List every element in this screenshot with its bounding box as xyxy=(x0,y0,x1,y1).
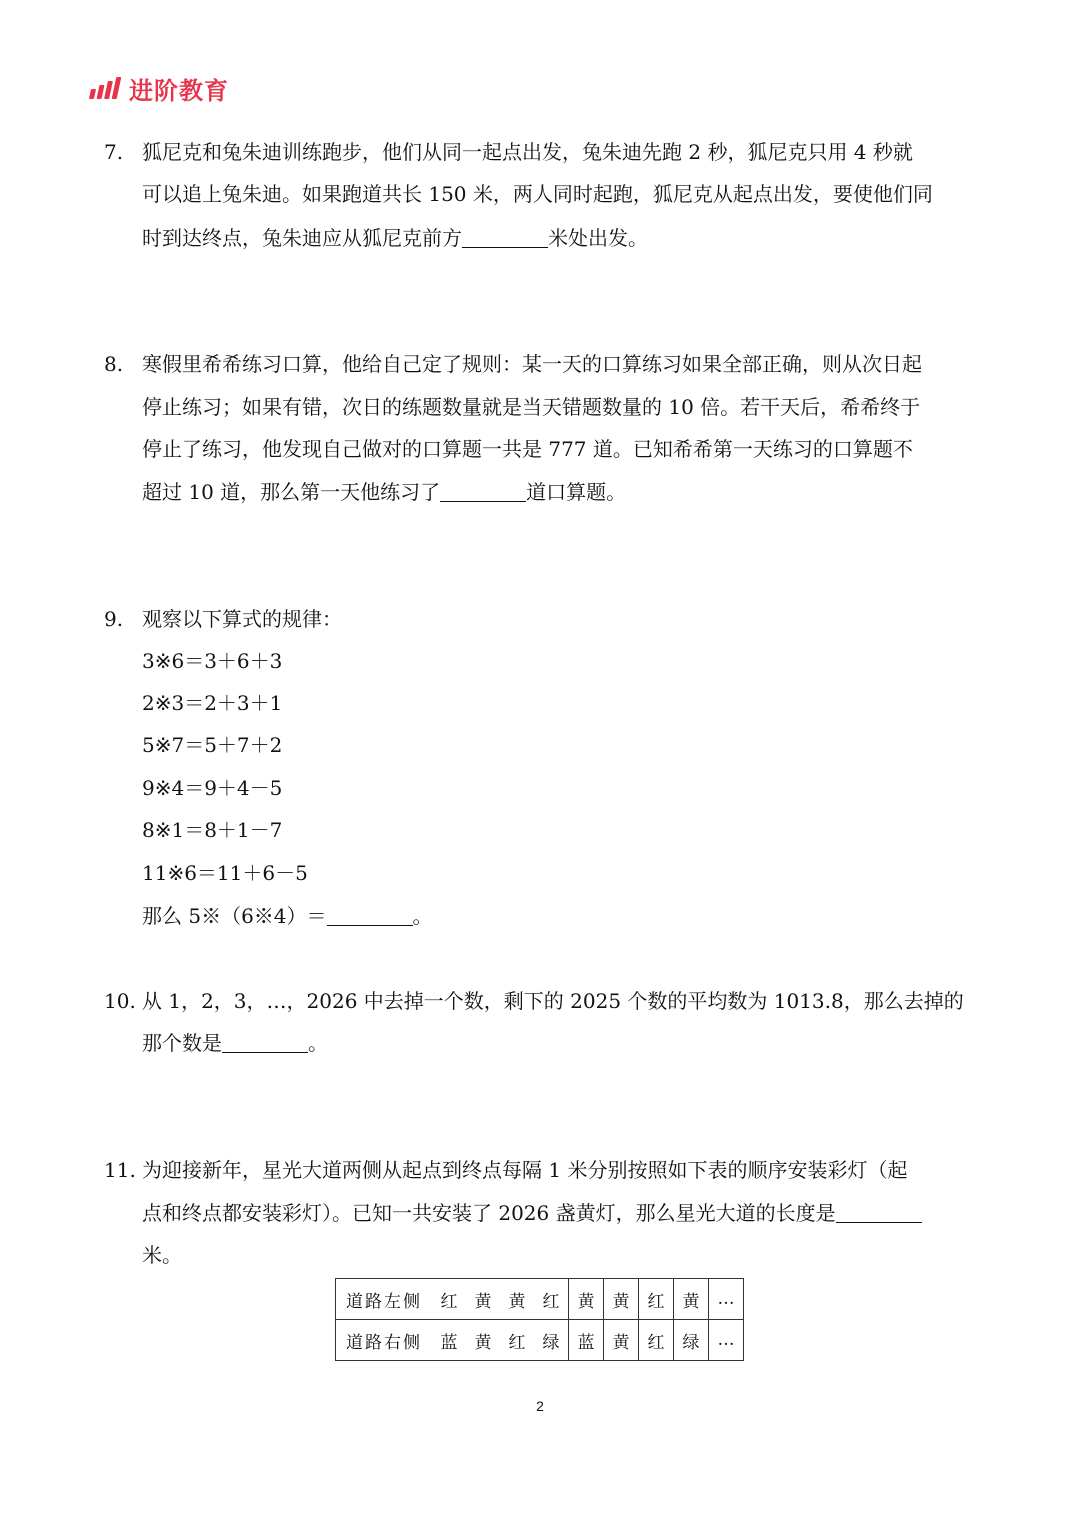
row-label: 道路左侧 xyxy=(336,1279,433,1320)
question-number: 11. xyxy=(104,1158,136,1182)
table-cell: 绿 xyxy=(674,1320,709,1361)
answer-blank[interactable] xyxy=(440,481,526,502)
table-cell: 黄 xyxy=(466,1320,500,1361)
question-text-line: 可以追上兔朱迪。如果跑道共长 150 米，两人同时起跑，狐尼克从起点出发，要使他们同 xyxy=(142,182,933,206)
logo-bars-icon xyxy=(90,77,119,99)
logo-text: 进阶教育 xyxy=(129,76,229,105)
formula-line: 11※6＝11＋6－5 xyxy=(142,861,308,885)
table-cell: 黄 xyxy=(604,1279,639,1320)
question-text-line: 时到达终点，兔朱迪应从狐尼克前方 米处出发。 xyxy=(142,226,648,250)
table-cell: 黄 xyxy=(466,1279,500,1320)
formula-line: 5※7＝5＋7＋2 xyxy=(142,733,283,757)
page-number: 2 xyxy=(536,1398,544,1414)
table-cell: 黄 xyxy=(674,1279,709,1320)
table-cell: 黄 xyxy=(500,1279,534,1320)
formula-line: 2※3＝2＋3＋1 xyxy=(142,691,283,715)
formula-line: 3※6＝3＋6＋3 xyxy=(142,649,283,673)
question-text-line: 那么 5※（6※4）＝ 。 xyxy=(142,904,433,928)
table-row xyxy=(336,1279,744,1320)
table-cell: 蓝 xyxy=(569,1320,604,1361)
question-text-line: 超过 10 道，那么第一天他练习了 道口算题。 xyxy=(142,480,627,504)
table-cell: 红 xyxy=(639,1320,674,1361)
formula-line: 8※1＝8＋1－7 xyxy=(142,818,283,842)
question-number: 10. xyxy=(104,989,136,1013)
brand-logo xyxy=(90,72,229,104)
question-text-line: 那个数是 。 xyxy=(142,1031,328,1055)
table-cell: 红 xyxy=(432,1279,466,1320)
table-row xyxy=(336,1320,744,1361)
answer-blank[interactable] xyxy=(836,1202,922,1223)
table-cell: 红 xyxy=(534,1279,569,1320)
question-number: 9. xyxy=(104,607,124,631)
formula-line: 9※4＝9＋4－5 xyxy=(142,776,283,800)
question-text-line: 点和终点都安装彩灯）。已知一共安装了 2026 盏黄灯，那么星光大道的长度是 xyxy=(142,1199,1080,1227)
question-number: 7. xyxy=(104,140,124,164)
table-cell: … xyxy=(709,1320,744,1361)
question-intro: 观察以下算式的规律： xyxy=(142,607,342,631)
lamp-order-table xyxy=(335,1278,744,1361)
question-text-line: 从 1，2，3，…，2026 中去掉一个数，剩下的 2025 个数的平均数为 1013.8，那么去掉的 xyxy=(142,989,964,1013)
question-text-line: 寒假里希希练习口算，他给自己定了规则：某一天的口算练习如果全部正确，则从次日起 xyxy=(142,352,922,376)
question-text-line: 狐尼克和兔朱迪训练跑步，他们从同一起点出发，兔朱迪先跑 2 秒，狐尼克只用 4 秒就 xyxy=(142,140,913,164)
table-cell: 黄 xyxy=(569,1279,604,1320)
answer-blank[interactable] xyxy=(462,227,548,248)
row-label: 道路右侧 xyxy=(336,1320,433,1361)
question-text-line: 停止了练习，他发现自己做对的口算题一共是 777 道。已知希希第一天练习的口算题不 xyxy=(142,437,913,461)
question-number: 8. xyxy=(104,352,124,376)
answer-blank[interactable] xyxy=(327,905,413,926)
table-cell: 红 xyxy=(639,1279,674,1320)
question-text-line: 为迎接新年，星光大道两侧从起点到终点每隔 1 米分别按照如下表的顺序安装彩灯（起 xyxy=(142,1158,908,1182)
table-cell: 绿 xyxy=(534,1320,569,1361)
question-text-line: 停止练习；如果有错，次日的练题数量就是当天错题数量的 10 倍。若干天后，希希终于 xyxy=(142,395,921,419)
answer-blank[interactable] xyxy=(222,1032,308,1053)
table-cell: 蓝 xyxy=(432,1320,466,1361)
table-cell: 黄 xyxy=(604,1320,639,1361)
table-cell: 红 xyxy=(500,1320,534,1361)
question-text-line: 米。 xyxy=(142,1243,182,1267)
table-cell: … xyxy=(709,1279,744,1320)
